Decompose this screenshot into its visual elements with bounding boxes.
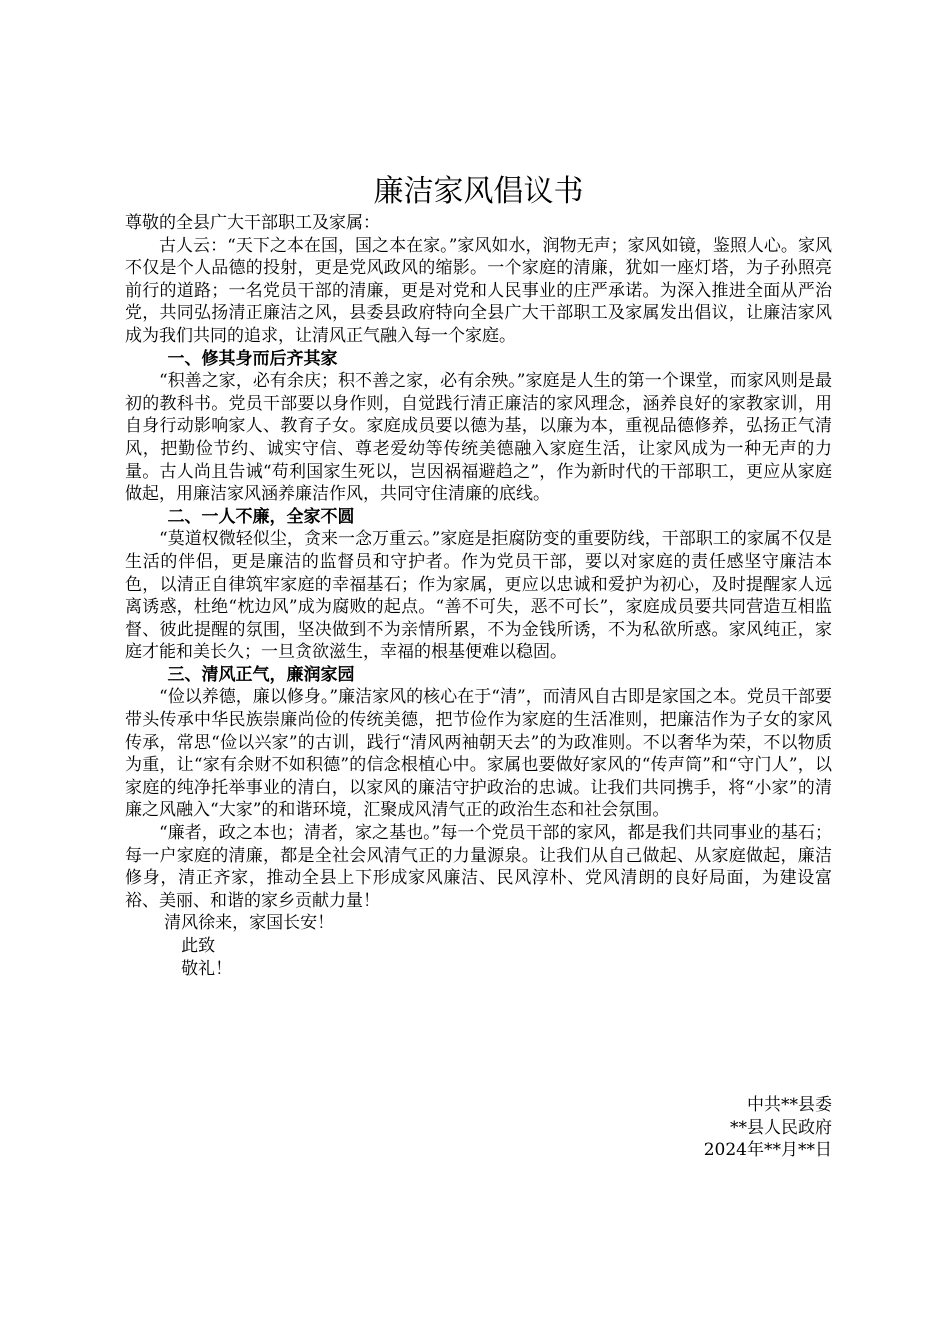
regards-line-1: 此致 — [181, 936, 216, 956]
section-body-2: “莫道权微轻似尘，贪来一念万重云。”家庭是拒腐防变的重要防线，干部职工的家属不仅是生活的伴侣，更是廉洁的监督员和守护者。作为党员干部，要以对家庭的责任感坚守廉洁本色，以清正自律筑牢家庭的幸福基石；作为家属，更应以忠诚和爱护为初心，及时提醒家人远离诱惑，杜绝“枕边风”成为腐败的起点。“善不可失，恶不可长”，家庭成员要共同营造互相监督、彼此提醒的氛围，坚决做到不为亲情所累，不为金钱所诱，不为私欲所惑。家风纯正，家庭才能和美长久；一旦贪欲滋生，幸福的根基便难以稳固。 — [125, 529, 832, 663]
intro-paragraph: 古人云：“天下之本在国，国之本在家。”家风如水，润物无声；家风如镜，鉴照人心。家风不仅是个人品德的投射，更是党风政风的缩影。一个家庭的清廉，犹如一座灯塔，为子孙照亮前行的道路；一名党员干部的清廉，更是对党和人民事业的庄严承诺。为深入推进全面从严治党，共同弘扬清正廉洁之风，县委县政府特向全县广大干部职工及家属发出倡议，让廉洁家风成为我们共同的追求，让清风正气融入每一个家庭。 — [125, 235, 832, 346]
section-heading-1: 一、修其身而后齐其家 — [167, 348, 338, 369]
section-body-3: “俭以养德，廉以修身。”廉洁家风的核心在于“清”，而清风自古即是家国之本。党员干部要带头传承中华民族崇廉尚俭的传统美德，把节俭作为家庭的生活准则，把廉洁作为子女的家风传承，常思“俭以兴家”的古训，践行“清风两袖朝天去”的为政准则。不以奢华为荣，不以物质为重，让“家有余财不如积德”的信念根植心中。家属也要做好家风的“传声筒”和“守门人”，以家庭的纯净托举事业的清白，以家风的廉洁守护政治的忠诚。让我们共同携手，将“小家”的清廉之风融入“大家”的和谐环境，汇聚成风清气正的政治生态和社会氛围。 — [125, 687, 832, 821]
regards-line-2: 敬礼！ — [181, 958, 233, 979]
document-title: 廉洁家风倡议书 — [373, 174, 584, 209]
document-body — [125, 172, 832, 980]
signature-org-1: 中共**县委 — [747, 1095, 832, 1115]
section-heading-2: 二、一人不廉，全家不圆 — [167, 506, 355, 527]
signature-org-2: **县人民政府 — [730, 1117, 832, 1138]
section-heading-3: 三、清风正气，廉润家园 — [167, 664, 355, 685]
section-body-1: “积善之家，必有余庆；积不善之家，必有余殃。”家庭是人生的第一个课堂，而家风则是最初的教科书。党员干部要以身作则，自觉践行清正廉洁的家风理念，涵养良好的家教家训，用自身行动影响家人、教育子女。家庭成员要以德为基，以廉为本，重视品德修养，弘扬正气清风，把勤俭节约、诚实守信、尊老爱幼等传统美德融入家庭生活，让家风成为一种无声的力量。古人尚且告诫“苟利国家生死以，岂因祸福避趋之”，作为新时代的干部职工，更应从家庭做起，用廉洁家风涵养廉洁作风，共同守住清廉的底线。 — [125, 371, 832, 505]
closing-line: 清风徐来，家国长安！ — [164, 913, 335, 934]
signature-block — [704, 1094, 832, 1162]
signature-date: 2024年**月**日 — [703, 1140, 832, 1161]
salutation: 尊敬的全县广大干部职工及家属： — [125, 213, 380, 233]
conclusion-paragraph: “廉者，政之本也；清者，家之基也。”每一个党员干部的家风，都是我们共同事业的基石；每一户家庭的清廉，都是全社会风清气正的力量源泉。让我们从自己做起、从家庭做起，廉洁修身，清正齐家，推动全县上下形成家风廉洁、民风淳朴、党风清朗的良好局面，为建设富裕、美丽、和谐的家乡贡献力量！ — [125, 823, 832, 911]
